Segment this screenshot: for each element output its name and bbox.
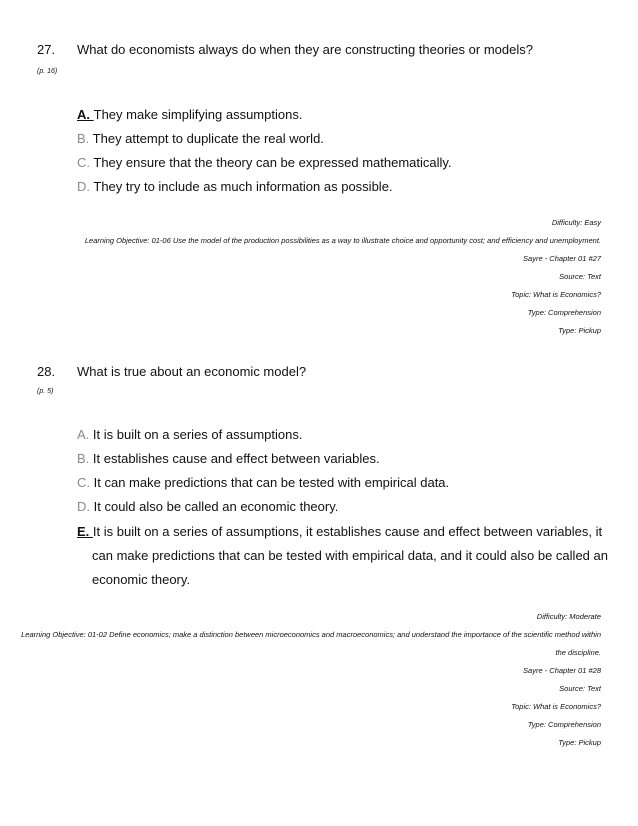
choice-text: It establishes cause and effect between variables.: [92, 451, 380, 466]
choice-letter: E.: [77, 524, 93, 539]
chapter-label: Sayre - Chapter 01 #28: [523, 666, 601, 675]
choice-letter: D.: [77, 499, 94, 514]
question-metadata: [21, 608, 601, 752]
chapter-label: Sayre - Chapter 01 #27: [523, 254, 601, 263]
choice-letter: D.: [77, 179, 94, 194]
choice-text: It can make predictions that can be tested with empirical data.: [93, 475, 450, 490]
learning-objective: Learning Objective: 01-06 Use the model of the production possibilities as a way to illustrate choice and opportunity cost; and efficiency and unemployment.: [84, 236, 601, 245]
choice-letter: A.: [77, 427, 93, 442]
choice-d: [77, 176, 597, 198]
learning-objective: Learning Objective: 01-02 Define economics; make a distinction between microeconomics and macroeconomics; and understand the importance of the scientific method within the discipline.: [21, 630, 601, 657]
type-label: Type: Pickup: [558, 326, 601, 335]
page-reference: (p. 16): [37, 68, 58, 75]
question-number: 27.: [37, 42, 56, 57]
question-metadata: [21, 214, 601, 340]
type-label: Type: Comprehension: [527, 720, 601, 729]
choice-text: It could also be called an economic theory.: [93, 499, 339, 514]
question-number: 28.: [37, 364, 56, 379]
choice-letter: B.: [77, 451, 93, 466]
choice-text: They attempt to duplicate the real world.: [92, 131, 324, 146]
topic-label: Topic: What is Economics?: [511, 702, 601, 711]
choice-letter: C.: [77, 475, 94, 490]
choice-c: [77, 152, 597, 174]
choice-a: [77, 424, 597, 446]
type-label: Type: Pickup: [558, 738, 601, 747]
choice-text: They try to include as much information as possible.: [93, 179, 393, 194]
choice-b: [77, 128, 597, 150]
choice-c: [77, 472, 597, 494]
choice-b: [77, 448, 597, 470]
choice-text: They make simplifying assumptions.: [93, 107, 303, 122]
difficulty-label: Difficulty: Easy: [551, 218, 601, 227]
source-label: Source: Text: [559, 684, 601, 693]
question-text: What is true about an economic model?: [77, 364, 307, 379]
choice-letter: A.: [77, 107, 94, 122]
choice-d: [77, 496, 597, 518]
choice-letter: C.: [77, 155, 94, 170]
choice-text: They ensure that the theory can be expressed mathematically.: [93, 155, 452, 170]
topic-label: Topic: What is Economics?: [511, 290, 601, 299]
choice-letter: B.: [77, 131, 93, 146]
choice-e: [77, 520, 612, 592]
type-label: Type: Comprehension: [527, 308, 601, 317]
difficulty-label: Difficulty: Moderate: [536, 612, 601, 621]
source-label: Source: Text: [559, 272, 601, 281]
choice-text: It is built on a series of assumptions, it establishes cause and effect between variables, it can make predictions that can be tested with empirical data, and it could also be called an economic theory.: [92, 524, 608, 587]
page-reference: (p. 5): [37, 388, 54, 395]
question-text: What do economists always do when they are constructing theories or models?: [77, 42, 533, 57]
choice-a: [77, 104, 597, 126]
choice-text: It is built on a series of assumptions.: [92, 427, 303, 442]
